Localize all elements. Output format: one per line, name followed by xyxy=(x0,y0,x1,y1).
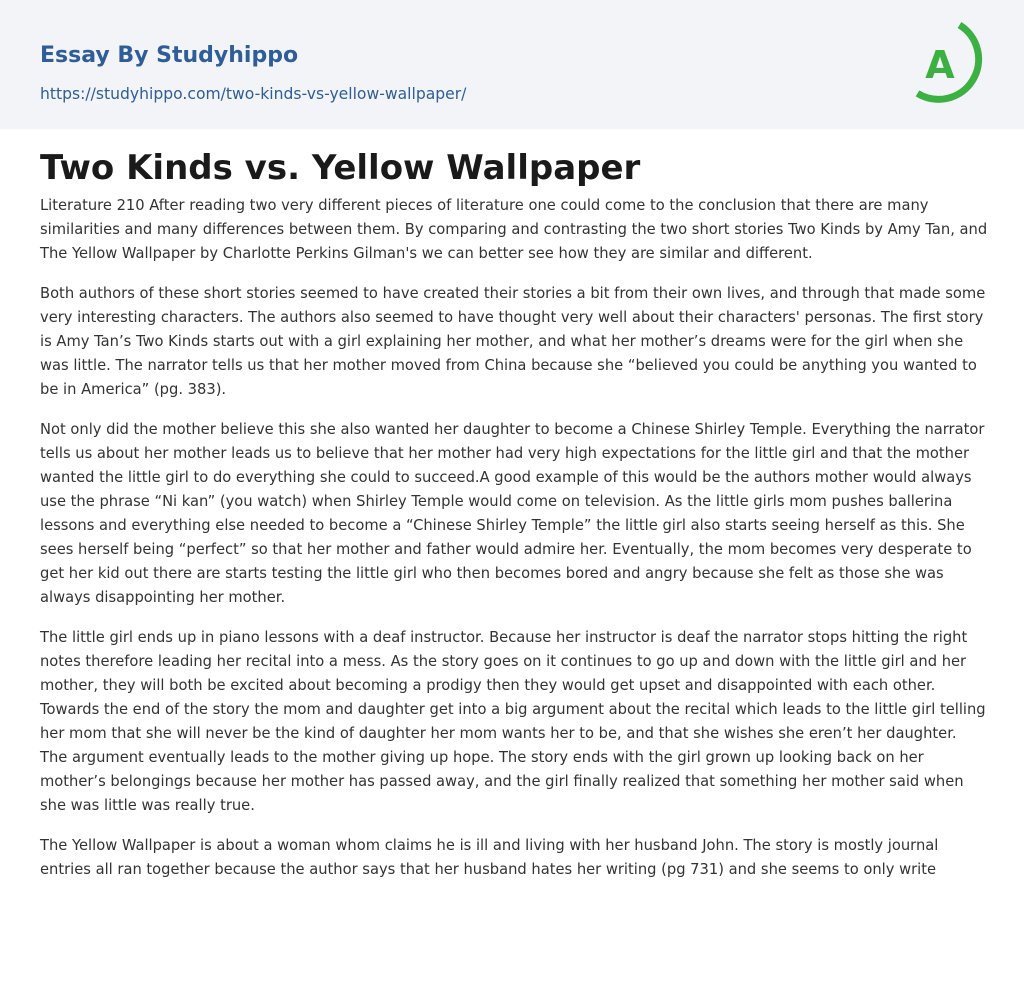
studyhippo-logo[interactable] xyxy=(909,17,989,107)
site-brand[interactable]: Essay By Studyhippo xyxy=(40,43,299,68)
essay-body xyxy=(40,194,988,898)
essay-paragraph: Not only did the mother believe this she also wanted her daughter to become a Chinese Shirley Temple. Everything the narrator tells us about her mother leads us to believe that her mother had very high expectations for the little girl and that the mother wanted the little girl to do everything she could to succeed.A good example of this would be the authors mother would always use the phrase “Ni kan” (you watch) when Shirley Temple would come on television. As the little girls mom pushes ballerina lessons and everything else needed to become a “Chinese Shirley Temple” the little girl also starts seeing herself as this. She sees herself being “perfect” so that her mother and father would admire her. Eventually, the mom becomes very desperate to get her kid out there are starts testing the little girl who then becomes bored and angry because she felt as those she was always disappointing her mother. xyxy=(40,421,985,606)
essay-paragraph: The Yellow Wallpaper is about a woman whom claims he is ill and living with her husband John. The story is mostly journal entries all ran together because the author says that her husband hates her writing (pg 731) and she seems to only write xyxy=(40,837,939,878)
essay-paragraph: Literature 210 After reading two very different pieces of literature one could come to the conclusion that there are many similarities and many differences between them. By comparing and contrasting the two short stories Two Kinds by Amy Tan, and The Yellow Wallpaper by Charlotte Perkins Gilman's we can better see how they are similar and different. xyxy=(40,197,988,262)
page-title: Two Kinds vs. Yellow Wallpaper xyxy=(40,148,641,188)
site-header xyxy=(0,0,1024,129)
essay-paragraph: Both authors of these short stories seemed to have created their stories a bit from their own lives, and through that made some very interesting characters. The authors also seemed to have thought very well about their characters' personas. The first story is Amy Tan’s Two Kinds starts out with a girl explaining her mother, and what her mother’s dreams were for the girl when she was little. The narrator tells us that her mother moved from China because she “believed you could be anything you wanted to be in America” (pg. 383). xyxy=(40,285,986,398)
logo-icon xyxy=(909,17,989,107)
essay-url-link[interactable]: https://studyhippo.com/two-kinds-vs-yellow-wallpaper/ xyxy=(40,85,467,103)
logo-letter: A xyxy=(925,43,955,87)
essay-paragraph: The little girl ends up in piano lessons with a deaf instructor. Because her instructor is deaf the narrator stops hitting the right notes therefore leading her recital into a mess. As the story goes on it continues to go up and down with the little girl and her mother, they will both be excited about becoming a prodigy then they would get upset and disappointed with each other. Towards the end of the story the mom and daughter get into a big argument about the recital which leads to the little girl telling her mom that she will never be the kind of daughter her mom wants her to be, and that she wishes she eren’t her daughter. The argument eventually leads to the mother giving up hope. The story ends with the girl grown up looking back on her mother’s belongings because her mother has passed away, and the girl finally realized that something her mother said when she was little was really true. xyxy=(40,629,986,814)
